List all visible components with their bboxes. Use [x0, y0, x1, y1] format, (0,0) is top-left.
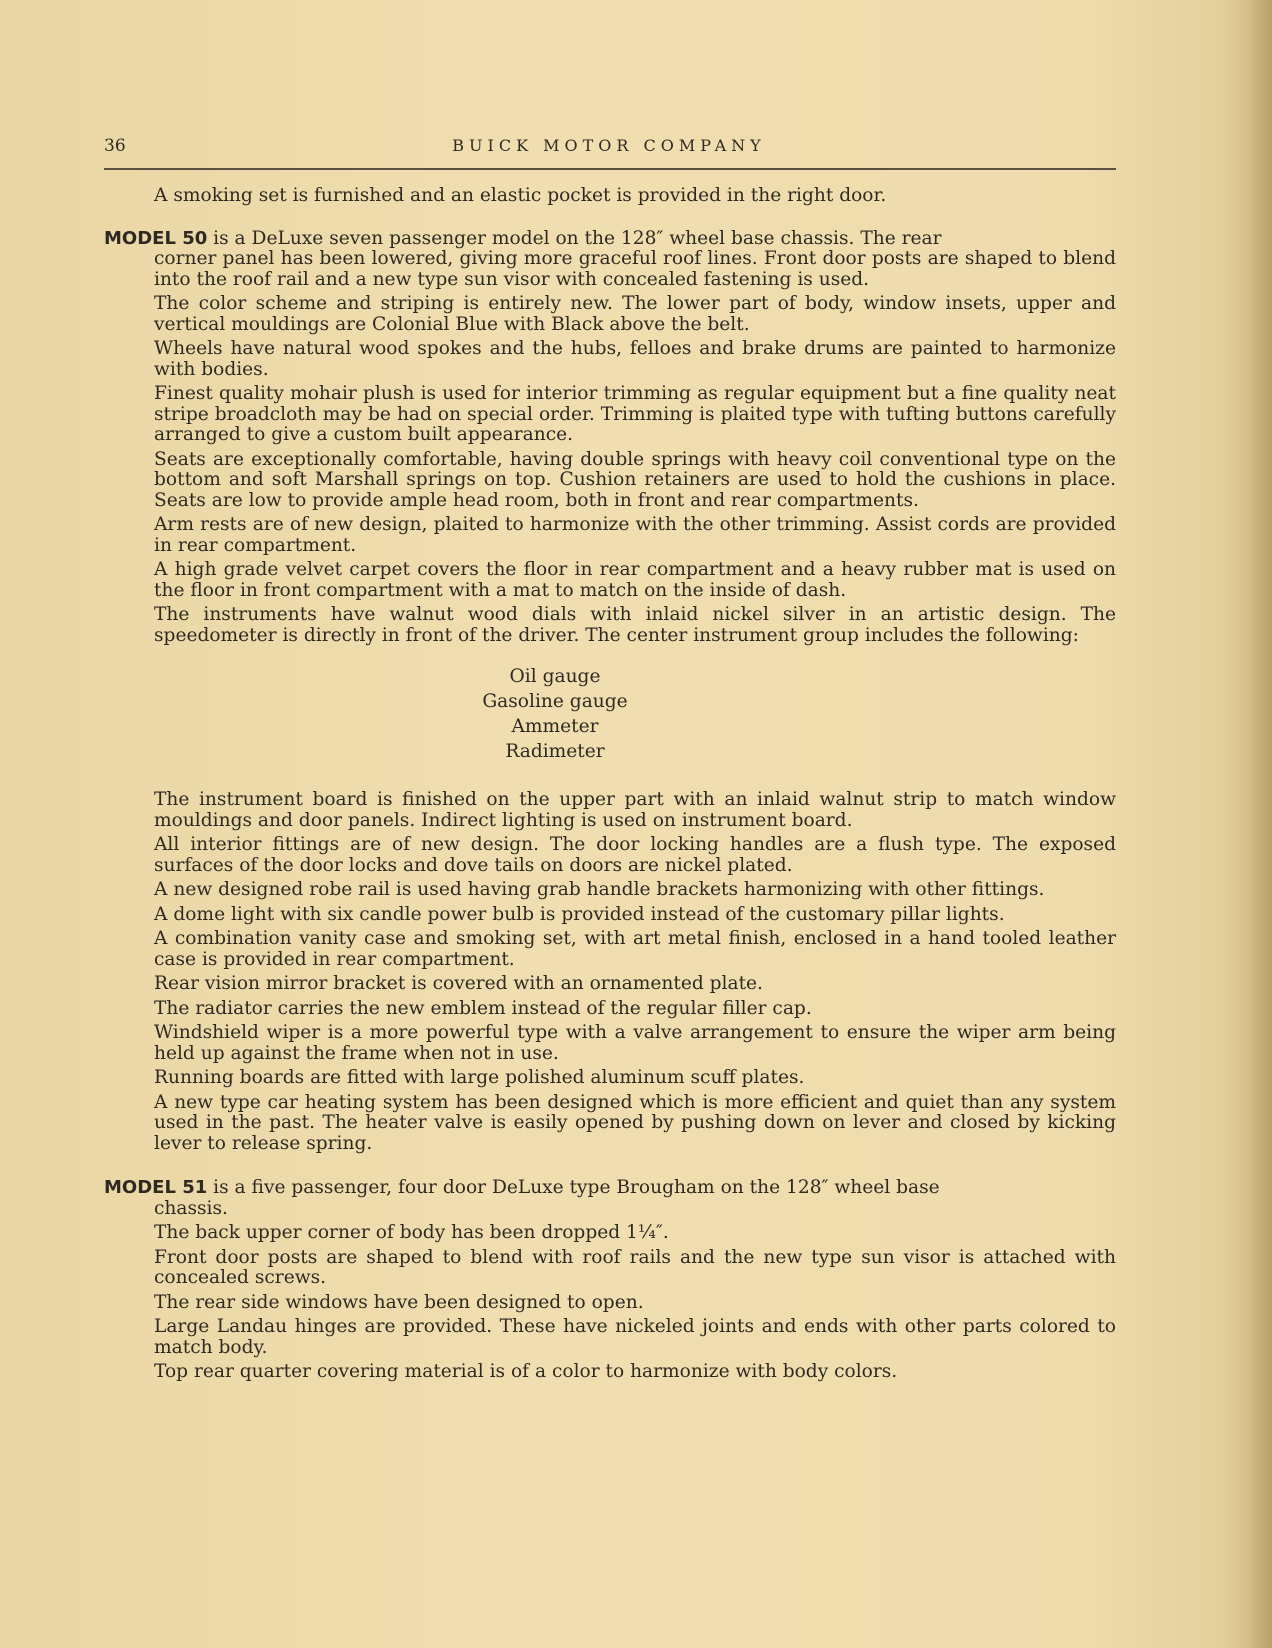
list-item: Ammeter — [511, 716, 599, 737]
model-50-paragraph: A combination vanity case and smoking set, with art metal finish, enclosed in a hand tooled leather case is provided in rear compartment. — [154, 928, 1116, 970]
model-51-lead-text: is a five passenger, four door DeLuxe type Brougham on the 128″ wheel base — [207, 1177, 940, 1198]
section-gap — [104, 1158, 1116, 1178]
model-50-paragraph: Running boards are fitted with large polished aluminum scuff plates. — [154, 1067, 805, 1088]
list-item: Gasoline gauge — [482, 691, 628, 712]
model-50-paragraph: Arm rests are of new design, plaited to harmonize with the other trimming. Assist cords are provided in rear compartment. — [154, 514, 1116, 556]
model-50-paragraph: A high grade velvet carpet covers the floor in rear compartment and a heavy rubber mat is used on the floor in front compartment with a mat to match on the inside of dash. — [154, 559, 1116, 601]
model-51-paragraph: The back upper corner of body has been dropped 1¼″. — [154, 1222, 669, 1243]
page-header — [104, 134, 1114, 166]
model-50-paragraph: A new designed robe rail is used having grab handle brackets harmonizing with other fittings. — [154, 879, 1045, 900]
model-50-lead — [104, 229, 1116, 291]
intro-paragraph: A smoking set is furnished and an elastic pocket is provided in the right door. — [154, 185, 887, 206]
instrument-list — [104, 664, 1116, 764]
page-body — [104, 186, 1116, 1387]
page-number: 36 — [104, 136, 126, 156]
running-head: BUICK MOTOR COMPANY — [452, 136, 766, 155]
model-50-paragraph: Wheels have natural wood spokes and the hubs, felloes and brake drums are painted to harmonize with bodies. — [154, 338, 1116, 380]
model-50-paragraph: Seats are exceptionally comfortable, having double springs with heavy coil conventional type on the bottom and soft Marshall springs on top. Cushion retainers are used to hold the cushions in place. Seats are low to provide ample head room, both in front and rear compartments. — [154, 448, 1116, 511]
header-rule — [104, 168, 1116, 170]
model-51-paragraph: Top rear quarter covering material is of a color to harmonize with body colors. — [154, 1361, 898, 1382]
model-50-paragraph: Windshield wiper is a more powerful type with a valve arrangement to ensure the wiper arm being held up against the frame when not in use. — [154, 1022, 1116, 1064]
model-51-lead — [104, 1178, 1116, 1219]
model-51-paragraph: Front door posts are shaped to blend with roof rails and the new type sun visor is attached with concealed screws. — [154, 1246, 1116, 1288]
model-50-paragraph: All interior fittings are of new design. The door locking handles are a flush type. The exposed surfaces of the door locks and dove tails on doors are nickel plated. — [154, 834, 1116, 876]
model-50-paragraph: Rear vision mirror bracket is covered with an ornamented plate. — [154, 973, 763, 994]
model-50-paragraph: The color scheme and striping is entirely new. The lower part of body, window insets, upper and vertical mouldings are Colonial Blue with Black above the belt. — [154, 293, 1116, 335]
model-50-paragraph: A new type car heating system has been designed which is more efficient and quiet than any system used in the past. The heater valve is easily opened by pushing down on lever and closed by kicking lever to release spring. — [154, 1091, 1116, 1154]
page-edge — [1250, 0, 1272, 1648]
model-50-paragraph: The radiator carries the new emblem instead of the regular filler cap. — [154, 997, 812, 1019]
model-50-lead-text: is a DeLuxe seven passenger model on the 128″ wheel base chassis. The rear — [207, 227, 942, 249]
list-item: Oil gauge — [509, 666, 601, 687]
model-50-paragraph: Finest quality mohair plush is used for interior trimming as regular equipment but a fine quality neat stripe broadcloth may be had on special order. Trimming is plaited type with tufting buttons carefully arranged to give a custom built appearance. — [154, 383, 1116, 445]
model-50-paragraph: The instrument board is finished on the upper part with an inlaid walnut strip to match window mouldings and door panels. Indirect lighting is used on instrument board. — [154, 789, 1116, 831]
model-50-label: MODEL 50 — [104, 227, 208, 249]
model-51-lead-cont: chassis. — [154, 1197, 228, 1219]
model-50-paragraph: A dome light with six candle power bulb is provided instead of the customary pillar lights. — [154, 903, 1005, 925]
model-51-paragraph: Large Landau hinges are provided. These have nickeled joints and ends with other parts colored to match body. — [154, 1316, 1116, 1358]
model-50-paragraph: The instruments have walnut wood dials with inlaid nickel silver in an artistic design. The speedometer is directly in front of the driver. The center instrument group includes the following: — [154, 604, 1116, 646]
model-50-lead-cont: corner panel has been lowered, giving more graceful roof lines. Front door posts are shaped to blend into the roof rail and a new type sun visor with concealed fastening is used. — [154, 248, 1116, 290]
list-item: Radimeter — [505, 741, 605, 762]
model-51-label: MODEL 51 — [104, 1177, 208, 1198]
model-51-paragraph: The rear side windows have been designed to open. — [154, 1291, 644, 1313]
